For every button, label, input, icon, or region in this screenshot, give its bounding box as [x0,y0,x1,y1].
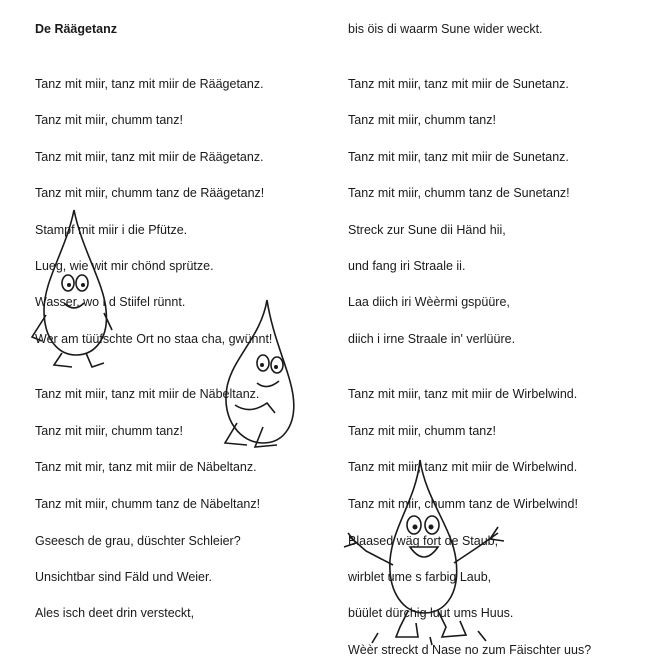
left-verse-line: Tanz mit miir, chumm tanz! [35,424,183,438]
left-verse-line: Gseesch de grau, düschter Schleier? [35,534,241,548]
left-verse-line: Tanz mit miir, chumm tanz de Räägetanz! [35,186,265,200]
right-verse-line: Tanz mit miir, tanz mit miir de Wirbelwind. [348,387,578,401]
right-verse-line: Tanz mit miir, chumm tanz! [348,113,496,127]
right-verse-line: büület dürchig luut ums Huus. [348,606,514,620]
left-verse-line: Lueg, wie wit mir chönd sprütze. [35,259,214,273]
right-verse-line: Blaased wäg fort de Staub, [348,534,499,548]
left-verse-line: Tanz mit miir, tanz mit miir de Räägetanz. [35,150,264,164]
right-verse-line: Wèèr streckt d Nase no zum Fäischter uus? [348,643,592,657]
left-verse-line: Tanz mit miir, chumm tanz! [35,113,183,127]
left-verse-line: Tanz mit miir, chumm tanz de Näbeltanz! [35,497,261,511]
raindrop-character-icon [205,295,300,460]
right-verse-line: diich i irne Straale in' verlüüre. [348,332,516,346]
right-verse-line: Tanz mit miir, tanz mit miir de Sunetanz. [348,150,569,164]
left-verse-line: Wasser, wo i d Stiifel rünnt. [35,295,186,309]
raindrop-character-icon [338,455,513,645]
right-verse-line: wirblet ume s farbig Laub, [348,570,492,584]
left-verse-line: Wer am tüüfschte Ort no staa cha, gwünnt! [35,332,273,346]
left-verse-line: Tanz mit miir, tanz mit miir de Näbeltanz. [35,387,260,401]
raindrop-character-icon [24,205,119,375]
right-verse-line: bis öis di waarm Sune wider weckt. [348,22,543,36]
left-verse-line: Unsichtbar sind Fäld und Weier. [35,570,212,584]
right-verse-line: Tanz mit miir, chumm tanz de Wirbelwind! [348,497,578,511]
right-verse-line: Tanz mit miir, tanz mit miir de Wirbelwind. [348,460,578,474]
left-verse-line: Tanz mit miir, tanz mit miir de Räägetanz. [35,77,264,91]
left-verse-line: Ales isch deet drin versteckt, [35,606,195,620]
right-verse-line: Streck zur Sune dii Händ hii, [348,223,506,237]
right-verse-line: Tanz mit miir, chumm tanz de Sunetanz! [348,186,570,200]
right-verse-line: Tanz mit miir, chumm tanz! [348,424,496,438]
left-verse-line: Stampf mit miir i die Pfütze. [35,223,188,237]
right-verse-line: Tanz mit miir, tanz mit miir de Sunetanz. [348,77,569,91]
page-title: De Räägetanz [35,22,117,36]
left-verse-line: Tanz mit mir, tanz mit miir de Näbeltanz. [35,460,257,474]
right-verse-line: und fang iri Straale ii. [348,259,466,273]
right-verse-line: Laa diich iri Wèèrmi gspüüre, [348,295,510,309]
